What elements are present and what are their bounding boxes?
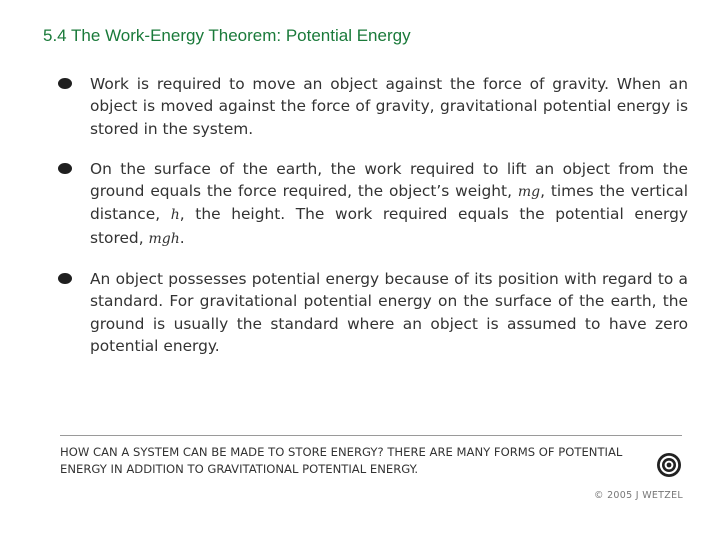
- bullet-item-work-lift-object: [58, 158, 688, 250]
- bullet-list: [58, 73, 688, 375]
- bullet-text-part: , times the vertical distance,: [90, 182, 688, 224]
- bullet-icon: [58, 163, 72, 174]
- math-height: h: [170, 207, 180, 224]
- bullet-item-position-standard: [58, 268, 688, 357]
- page-title: 5.4 The Work-Energy Theorem: Potential Energy: [43, 26, 411, 45]
- target-icon: [656, 452, 682, 478]
- math-potential-energy: mgh: [148, 230, 180, 247]
- math-weight: mg: [517, 184, 541, 201]
- bullet-icon: [58, 78, 72, 89]
- footer-divider: [60, 435, 682, 436]
- bullet-text-part: On the surface of the earth, the work required to lift an object from the ground equals the force required, the object’s weight,: [90, 159, 688, 201]
- copyright-notice: © 2005 J WETZEL: [593, 490, 683, 501]
- bullet-item-work-against-gravity: [58, 73, 688, 140]
- bullet-text-part: .: [179, 228, 185, 247]
- bullet-icon: [58, 273, 72, 284]
- footer-question: HOW CAN A SYSTEM CAN BE MADE TO STORE ENERGY? THERE ARE MANY FORMS OF POTENTIAL ENERGY IN ADDITION TO GRAVITATIONAL POTENTIAL ENERGY.: [60, 445, 623, 476]
- bullet-text: Work is required to move an object against the force of gravity. When an object is moved against the force of gravity, gravitational potential energy is stored in the system.: [90, 75, 688, 138]
- bullet-text-part: , the height. The work required equals the potential energy stored,: [90, 205, 688, 247]
- bullet-text: An object possesses potential energy because of its position with regard to a standard. For gravitational potential energy on the surface of the earth, the ground is usually the standard where an object is assumed to have zero potential energy.: [90, 270, 688, 355]
